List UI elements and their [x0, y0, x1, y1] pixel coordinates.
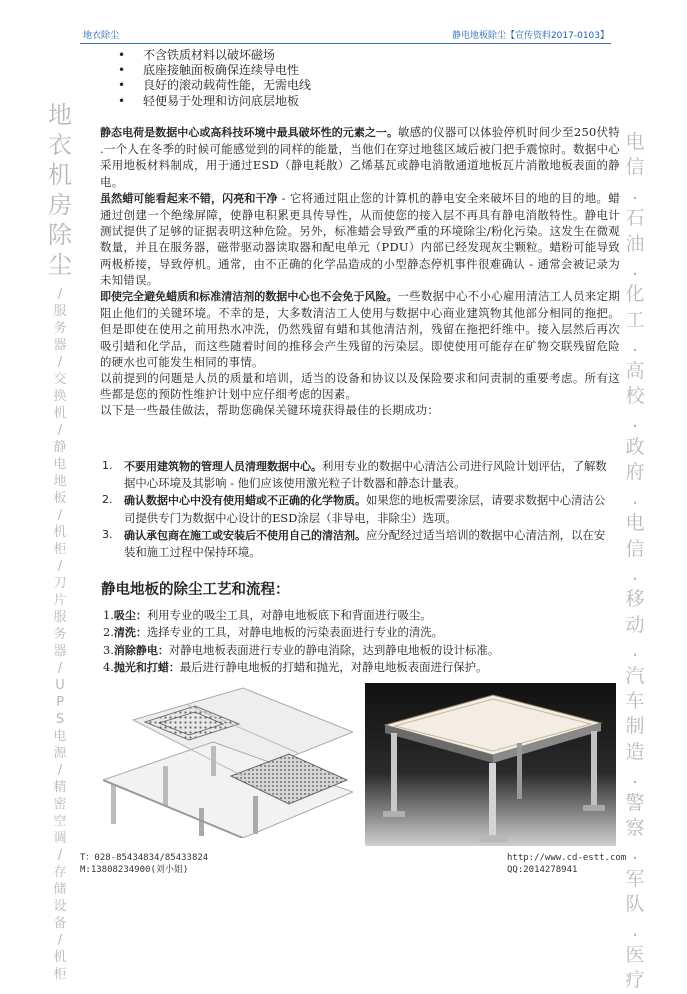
watermark-char: 疗	[625, 969, 645, 992]
watermark-char: 器	[53, 338, 67, 353]
left-watermark-tags	[48, 286, 72, 983]
practice-text: 利用专业的数据中心清洁公司进行风险计划评估，了解数据中心环境及其影响 - 他们应该使用激光粒子计数器和静态计量表。	[124, 459, 607, 491]
watermark-char: 备	[53, 916, 67, 931]
watermark-char: /	[57, 661, 63, 676]
footer-phone: T：028-85434834/85433824	[80, 853, 209, 863]
step-lead: 消除静电：	[113, 643, 169, 657]
watermark-char: .	[631, 562, 639, 585]
watermark-char: 柜	[53, 967, 67, 982]
watermark-char: 机	[53, 525, 67, 540]
watermark-char: 服	[53, 610, 67, 625]
watermark-char: 信	[625, 537, 645, 560]
step-number: 4.	[103, 660, 114, 675]
watermark-char: 精	[53, 780, 67, 795]
watermark-char: 军	[625, 867, 645, 890]
watermark-char: /	[57, 559, 63, 574]
watermark-char: 高	[625, 359, 645, 382]
practice-lead: 不要用建筑物的管理人员清理数据中心。	[124, 460, 322, 473]
watermark-char: 密	[53, 797, 67, 812]
watermark-char: .	[631, 334, 639, 357]
step-lead: 吸尘：	[113, 609, 147, 622]
header-right: 静电地板除尘【宣传资料2017-0103】	[451, 31, 609, 41]
watermark-char: 电	[625, 131, 645, 153]
process-steps	[103, 607, 618, 677]
watermark-char: 柜	[53, 542, 67, 557]
paragraph-text: 一些数据中心不小心雇用清洁工人员来定期阻止他们的关键环境。不幸的是，大多数清洁工人使用与数据中心商业建筑物其他部分相同的拖把。但是即使在使用之前用热水冲洗，仍然残留有蜡和其他清洁剂，残留在拖把纤维中。接入层然后再次吸引蜡和化学品，而这些随着时间的推移会产生残留的污染层。即使使用可能存在矿物交联残留危险的硬水也可能发生相同的事情。	[100, 289, 621, 369]
watermark-char: 石	[625, 207, 645, 230]
step-text: 最后进行静电地板的打蜡和抛光，对静电地板表面进行保护。	[179, 660, 488, 675]
step-text: 对静电地板表面进行专业的静电消除，达到静电地板的设计标准。	[168, 642, 500, 657]
paragraph-lead: 即使完全避免蜡质和标准清洁剂的数据中心也不会免于风险。	[100, 290, 398, 304]
practice-number: 2.	[102, 493, 113, 507]
watermark-char: /	[57, 355, 63, 370]
watermark-char: 队	[625, 893, 645, 916]
paragraph-text: 敏感的仪器可以体验停机时间少至250伏特 .一个人在冬季的时候可能感觉到的同样的能量，当他们在穿过地毯区域后被门把手震惊时。数据中心采用地板材料制成，用于通过ESD（静电耗散）乙烯基瓦或静电消散通道地板瓦片消散地板表面的静电。	[100, 125, 621, 189]
watermark-char: 动	[625, 613, 645, 636]
watermark-char: 交	[53, 372, 67, 387]
watermark-char: 刀	[53, 576, 67, 591]
paragraph-quality: 以前提到的问题是人员的质量和培训，适当的设备和协议以及保险要求和问责制的重要考虑。所有这些都是您的预防性维护计划中应仔细考虑的因素。	[100, 371, 620, 402]
watermark-char: 移	[625, 588, 645, 611]
watermark-char: 化	[625, 283, 645, 306]
practice-number: 3.	[102, 527, 113, 541]
paragraph-text: - 它将通过阻止您的计算机的静电安全来破坏目的地的目的地。蜡通过创建一个绝缘屏障，使静电积累更具传导性，从而使您的接入层不再具有静电消散特性。静电计测试提供了足够的证据表明这种危险。另外，标准蜡会导致严重的环境除尘/粉化污染。这发生在微观数量，并且在服务器，磁带驱动器读取器和配电单元（PDU）内部已经发现灰尘颗粒。蜡粉可能导致两极桥接，导致停机。通常，由不正确的化学品造成的小型静态停机事件很难确认 - 通常会被记录为未知错误。	[100, 190, 620, 287]
footer-mobile: M:13808234900(刘小姐)	[80, 865, 189, 875]
step-text: 选择专业的工具，对静电地板的污染表面进行专业的清洗。	[146, 625, 444, 640]
watermark-char: 警	[625, 791, 645, 814]
paragraph-lead: 静态电荷是数据中心或高科技环境中最具破坏性的元素之一。	[100, 126, 398, 139]
watermark-char: 存	[53, 865, 67, 880]
watermark-char: /	[57, 848, 63, 863]
raised-floor-tiles-image	[103, 680, 353, 838]
footer-url[interactable]: http://www.cd-estt.com	[507, 853, 627, 863]
process-step	[103, 607, 618, 624]
watermark-char: .	[631, 918, 639, 941]
watermark-char: .	[631, 486, 639, 509]
practice-item	[102, 527, 607, 560]
step-lead: 清洗：	[113, 626, 147, 640]
watermark-char: 务	[53, 627, 67, 642]
watermark-char: /	[57, 763, 63, 778]
watermark-char: 房	[48, 191, 72, 219]
watermark-char: 汽	[625, 664, 645, 687]
paragraph-wax	[100, 190, 620, 288]
footer-qq: QQ:2014278941	[507, 865, 578, 875]
process-step	[103, 624, 618, 641]
watermark-char: /	[57, 508, 63, 523]
watermark-char: 电	[53, 729, 67, 744]
practice-number: 1.	[102, 459, 113, 472]
watermark-char: /	[57, 933, 63, 948]
watermark-char: /	[57, 287, 63, 302]
watermark-char: 器	[53, 644, 67, 659]
paragraph-static-charge	[100, 124, 620, 190]
step-number: 3.	[103, 642, 114, 657]
watermark-char: 调	[53, 831, 67, 846]
watermark-char: .	[631, 181, 639, 204]
bullet-item: • 轻便易于处理和访问底层地板	[118, 94, 311, 109]
footer-contact	[80, 852, 208, 876]
paragraph-intro-practices: 以下是一些最佳做法，帮助您确保关键环境获得最佳的长期成功：	[100, 403, 440, 418]
step-lead: 抛光和打蜡：	[113, 661, 180, 675]
watermark-char: 机	[53, 406, 67, 421]
watermark-char: 电	[53, 457, 67, 472]
left-side-watermark	[48, 100, 72, 983]
watermark-char: .	[631, 410, 639, 433]
practice-item	[102, 492, 607, 525]
watermark-char: 源	[53, 746, 67, 761]
watermark-char: P	[56, 695, 64, 710]
watermark-char: 校	[625, 385, 645, 408]
watermark-char: 察	[625, 816, 645, 839]
feature-bullet-list	[118, 48, 311, 109]
watermark-char: .	[631, 842, 639, 865]
practice-text: 如果您的地板需要涂层，请要求数据中心清洁公司提供专门为数据中心设计的ESD涂层（非导电，非除尘）选项。	[124, 493, 606, 525]
watermark-char: .	[631, 258, 639, 281]
practice-lead: 确认数据中心中没有使用蜡或不正确的化学物质。	[124, 494, 366, 508]
watermark-char: 府	[625, 461, 645, 484]
watermark-char: 空	[53, 814, 67, 829]
practice-item	[102, 458, 607, 491]
watermark-char: 医	[625, 944, 645, 966]
watermark-char: 静	[53, 440, 67, 455]
watermark-char: S	[55, 712, 65, 727]
header-left: 地衣除尘	[83, 31, 120, 41]
watermark-char: 板	[53, 491, 67, 506]
footer-web	[507, 852, 626, 876]
watermark-char: 地	[48, 101, 72, 129]
watermark-char: .	[631, 639, 639, 662]
process-step	[103, 642, 618, 659]
watermark-char: 片	[53, 593, 67, 608]
floor-panel-pedestal-image	[365, 683, 616, 846]
bullet-item: • 良好的滚动载荷性能，无需电线	[118, 78, 311, 93]
bullet-item: • 底座接触面板确保连续导电性	[118, 63, 311, 78]
watermark-char: 车	[625, 689, 645, 712]
header-divider	[80, 43, 611, 44]
body-text	[100, 124, 620, 419]
watermark-char: 服	[53, 304, 67, 319]
watermark-char: 设	[53, 899, 67, 914]
watermark-char: 尘	[48, 251, 72, 279]
bullet-item: • 不含铁质材料以破坏磁场	[118, 48, 311, 63]
practice-lead: 确认承包商在施工或安装后不使用自己的清洁剂。	[124, 528, 366, 542]
step-number: 2.	[103, 625, 114, 640]
watermark-char: 机	[48, 161, 72, 189]
watermark-char: 除	[48, 221, 72, 249]
watermark-char: 储	[53, 882, 67, 897]
left-watermark-title	[48, 100, 72, 280]
watermark-char: .	[631, 766, 639, 789]
watermark-char: 衣	[48, 131, 72, 159]
best-practices-list	[102, 458, 607, 561]
watermark-char: 信	[625, 156, 645, 179]
watermark-char: 工	[625, 308, 645, 331]
watermark-char: 机	[53, 950, 67, 965]
watermark-char: U	[55, 678, 65, 693]
watermark-char: 地	[53, 474, 67, 489]
step-number: 1.	[103, 608, 114, 622]
paragraph-risk	[100, 288, 620, 370]
process-step	[103, 659, 618, 676]
watermark-char: 电	[625, 512, 645, 535]
watermark-char: 政	[625, 435, 645, 458]
paragraph-lead: 虽然蜡可能看起来不错，闪亮和干净	[100, 191, 278, 205]
watermark-char: /	[57, 423, 63, 438]
section-title: 静电地板的除尘工艺和流程：	[101, 582, 290, 598]
watermark-char: 造	[625, 740, 645, 763]
watermark-char: 油	[625, 232, 645, 255]
step-text: 利用专业的吸尘工具，对静电地板底下和背面进行吸尘。	[146, 608, 432, 622]
practice-text: 应分配经过适当培训的数据中心清洁剂，以在安装和施工过程中保持环境。	[124, 527, 606, 560]
watermark-char: 制	[625, 715, 645, 738]
watermark-char: 换	[53, 389, 67, 404]
watermark-char: 务	[53, 321, 67, 336]
